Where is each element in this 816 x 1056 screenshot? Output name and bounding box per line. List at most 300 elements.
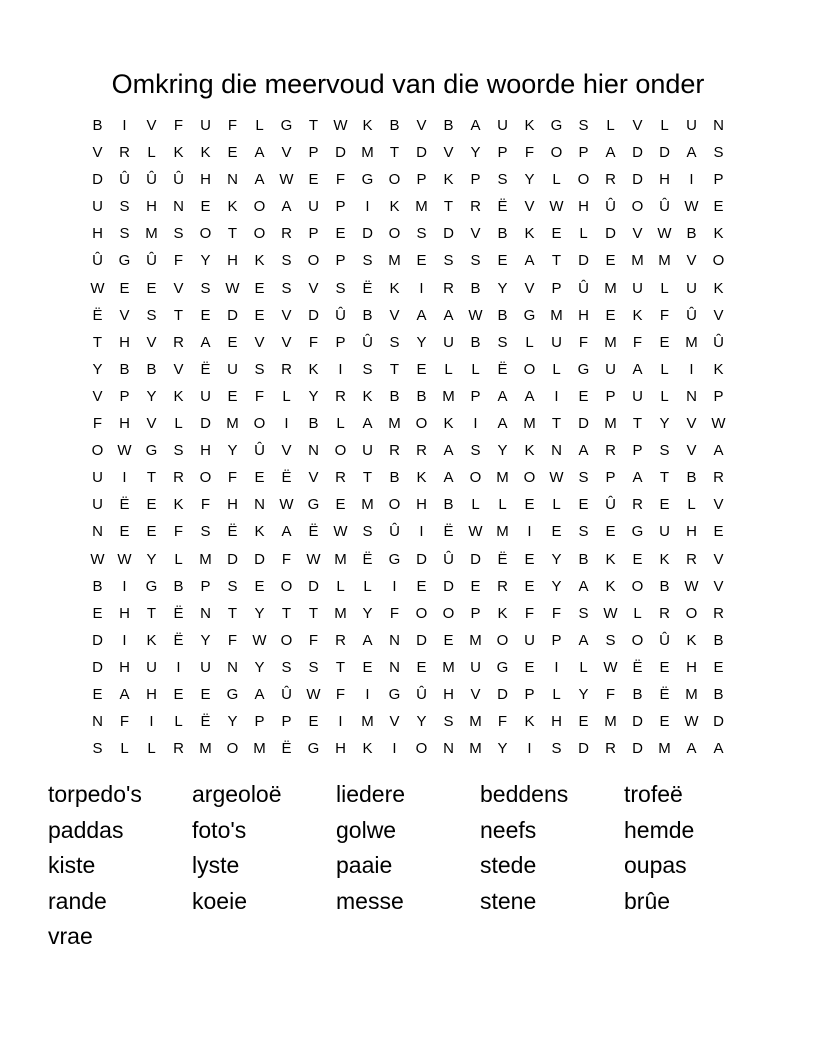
grid-letter[interactable]: L <box>660 117 669 134</box>
grid-letter[interactable]: E <box>92 604 103 622</box>
grid-letter[interactable]: M <box>226 415 239 433</box>
grid-letter[interactable]: Y <box>362 604 373 622</box>
grid-letter[interactable]: L <box>363 577 372 595</box>
grid-letter[interactable]: E <box>578 496 589 514</box>
grid-letter[interactable]: H <box>416 496 427 514</box>
grid-letter[interactable]: K <box>524 713 535 731</box>
grid-letter[interactable]: O <box>550 144 563 162</box>
grid-letter[interactable]: P <box>524 685 535 703</box>
grid-letter[interactable]: W <box>603 658 618 676</box>
grid-letter[interactable]: V <box>254 333 265 351</box>
grid-letter[interactable]: U <box>200 387 211 405</box>
grid-letter[interactable]: W <box>468 523 483 541</box>
grid-letter[interactable]: W <box>684 713 699 731</box>
grid-letter[interactable]: A <box>362 415 373 433</box>
grid-letter[interactable]: T <box>362 469 373 487</box>
grid-letter[interactable]: Û <box>605 496 616 514</box>
grid-letter[interactable]: W <box>333 117 348 134</box>
grid-letter[interactable]: E <box>443 631 454 649</box>
grid-letter[interactable]: S <box>92 740 103 758</box>
grid-letter[interactable]: E <box>146 279 157 297</box>
grid-letter[interactable]: A <box>254 685 265 703</box>
grid-letter[interactable]: Ë <box>362 279 373 297</box>
grid-letter[interactable]: E <box>713 198 724 216</box>
grid-letter[interactable]: V <box>119 306 130 324</box>
grid-letter[interactable]: K <box>416 469 427 487</box>
grid-letter[interactable]: V <box>632 117 643 134</box>
grid-letter[interactable]: Û <box>362 333 373 351</box>
grid-letter[interactable]: I <box>122 117 127 134</box>
grid-letter[interactable]: E <box>362 658 373 676</box>
grid-letter[interactable]: I <box>338 713 343 731</box>
grid-letter[interactable]: L <box>147 144 156 162</box>
grid-letter[interactable]: O <box>496 631 509 649</box>
grid-letter[interactable]: I <box>122 469 127 487</box>
grid-letter[interactable]: U <box>632 279 643 297</box>
grid-letter[interactable]: U <box>551 333 562 351</box>
grid-letter[interactable]: Ë <box>281 740 292 758</box>
grid-letter[interactable]: E <box>200 306 211 324</box>
grid-letter[interactable]: U <box>146 658 157 676</box>
grid-letter[interactable]: U <box>92 198 103 216</box>
grid-letter[interactable]: O <box>280 631 293 649</box>
grid-letter[interactable]: U <box>443 333 454 351</box>
grid-letter[interactable]: P <box>308 144 319 162</box>
grid-letter[interactable]: M <box>469 740 482 758</box>
grid-letter[interactable]: L <box>255 117 264 134</box>
grid-letter[interactable]: U <box>227 360 238 378</box>
grid-letter[interactable]: I <box>473 415 478 433</box>
grid-letter[interactable]: R <box>281 360 292 378</box>
grid-letter[interactable]: P <box>254 713 265 731</box>
grid-letter[interactable]: F <box>308 631 319 649</box>
grid-letter[interactable]: Ë <box>92 306 103 324</box>
grid-letter[interactable]: P <box>713 171 724 189</box>
grid-letter[interactable]: S <box>335 279 346 297</box>
grid-letter[interactable]: L <box>525 333 534 351</box>
grid-letter[interactable]: O <box>253 225 266 243</box>
grid-letter[interactable]: V <box>173 279 184 297</box>
grid-letter[interactable]: L <box>471 496 480 514</box>
grid-letter[interactable]: K <box>389 198 400 216</box>
grid-letter[interactable]: F <box>335 171 346 189</box>
grid-letter[interactable]: B <box>146 360 157 378</box>
grid-letter[interactable]: L <box>120 740 129 758</box>
grid-letter[interactable]: O <box>91 442 104 460</box>
grid-letter[interactable]: M <box>253 740 266 758</box>
grid-letter[interactable]: A <box>578 631 589 649</box>
grid-letter[interactable]: R <box>281 225 292 243</box>
grid-letter[interactable]: V <box>389 306 400 324</box>
grid-letter[interactable]: F <box>281 550 292 568</box>
grid-letter[interactable]: K <box>605 577 616 595</box>
grid-letter[interactable]: E <box>254 469 265 487</box>
grid-letter[interactable]: S <box>281 279 292 297</box>
grid-letter[interactable]: Ë <box>362 550 373 568</box>
grid-letter[interactable]: N <box>308 442 319 460</box>
grid-letter[interactable]: E <box>470 577 481 595</box>
grid-letter[interactable]: V <box>173 360 184 378</box>
grid-letter[interactable]: B <box>713 685 724 703</box>
grid-letter[interactable]: V <box>632 225 643 243</box>
grid-letter[interactable]: S <box>443 252 454 270</box>
grid-letter[interactable]: I <box>392 577 397 595</box>
grid-letter[interactable]: A <box>497 415 508 433</box>
grid-letter[interactable]: G <box>550 117 563 134</box>
grid-letter[interactable]: W <box>225 279 240 297</box>
grid-letter[interactable]: M <box>361 496 374 514</box>
grid-letter[interactable]: Y <box>92 360 103 378</box>
grid-letter[interactable]: F <box>119 713 130 731</box>
grid-letter[interactable]: M <box>334 604 347 622</box>
grid-letter[interactable]: D <box>416 144 427 162</box>
grid-letter[interactable]: M <box>199 740 212 758</box>
grid-letter[interactable]: Ë <box>443 523 454 541</box>
grid-letter[interactable]: Y <box>416 333 427 351</box>
grid-letter[interactable]: M <box>388 415 401 433</box>
grid-letter[interactable]: U <box>362 442 373 460</box>
grid-letter[interactable]: F <box>227 631 238 649</box>
grid-letter[interactable]: M <box>685 685 698 703</box>
grid-letter[interactable]: E <box>416 658 427 676</box>
grid-letter[interactable]: L <box>660 360 669 378</box>
grid-letter[interactable]: M <box>523 415 536 433</box>
grid-letter[interactable]: W <box>252 631 267 649</box>
grid-letter[interactable]: Ë <box>308 523 319 541</box>
grid-letter[interactable]: K <box>173 144 184 162</box>
grid-letter[interactable]: I <box>419 279 424 297</box>
grid-letter[interactable]: A <box>281 523 292 541</box>
grid-letter[interactable]: G <box>118 252 131 270</box>
grid-letter[interactable]: H <box>119 333 130 351</box>
grid-letter[interactable]: N <box>227 658 238 676</box>
grid-letter[interactable]: S <box>551 740 562 758</box>
grid-letter[interactable]: G <box>361 171 374 189</box>
grid-letter[interactable]: E <box>416 252 427 270</box>
grid-letter[interactable]: T <box>551 252 562 270</box>
grid-letter[interactable]: Û <box>146 171 157 189</box>
grid-letter[interactable]: L <box>660 279 669 297</box>
grid-letter[interactable]: E <box>173 685 184 703</box>
grid-letter[interactable]: O <box>469 469 482 487</box>
grid-letter[interactable]: Û <box>335 306 346 324</box>
grid-letter[interactable]: N <box>227 171 238 189</box>
grid-letter[interactable]: S <box>227 577 238 595</box>
grid-letter[interactable]: S <box>362 523 373 541</box>
grid-letter[interactable]: A <box>578 577 589 595</box>
grid-letter[interactable]: E <box>713 523 724 541</box>
grid-letter[interactable]: L <box>579 225 588 243</box>
grid-letter[interactable]: U <box>686 117 697 134</box>
grid-letter[interactable]: V <box>443 144 454 162</box>
grid-letter[interactable]: B <box>389 387 400 405</box>
grid-letter[interactable]: E <box>659 658 670 676</box>
grid-letter[interactable]: R <box>713 469 724 487</box>
grid-letter[interactable]: V <box>686 252 697 270</box>
grid-letter[interactable]: E <box>524 658 535 676</box>
grid-letter[interactable]: E <box>578 713 589 731</box>
grid-letter[interactable]: T <box>146 604 157 622</box>
grid-letter[interactable]: E <box>200 198 211 216</box>
grid-letter[interactable]: B <box>173 577 184 595</box>
grid-letter[interactable]: O <box>226 740 239 758</box>
grid-letter[interactable]: D <box>92 631 103 649</box>
grid-letter[interactable]: R <box>173 333 184 351</box>
grid-letter[interactable]: W <box>90 279 105 297</box>
grid-letter[interactable]: B <box>362 306 373 324</box>
grid-letter[interactable]: E <box>605 306 616 324</box>
grid-letter[interactable]: S <box>200 279 211 297</box>
grid-letter[interactable]: D <box>497 685 508 703</box>
grid-letter[interactable]: R <box>686 550 697 568</box>
grid-letter[interactable]: S <box>578 469 589 487</box>
grid-letter[interactable]: E <box>119 523 130 541</box>
grid-letter[interactable]: D <box>632 171 643 189</box>
grid-letter[interactable]: H <box>200 171 211 189</box>
grid-letter[interactable]: W <box>117 550 132 568</box>
grid-letter[interactable]: W <box>306 685 321 703</box>
grid-letter[interactable]: R <box>605 740 616 758</box>
grid-letter[interactable]: Y <box>497 740 508 758</box>
grid-letter[interactable]: S <box>119 225 130 243</box>
grid-letter[interactable]: P <box>416 171 427 189</box>
grid-letter[interactable]: Ë <box>119 496 130 514</box>
grid-letter[interactable]: O <box>415 415 428 433</box>
grid-letter[interactable]: R <box>389 442 400 460</box>
grid-letter[interactable]: F <box>659 306 670 324</box>
grid-letter[interactable]: U <box>632 387 643 405</box>
grid-letter[interactable]: K <box>200 144 211 162</box>
grid-letter[interactable]: Ë <box>632 658 643 676</box>
grid-letter[interactable]: G <box>226 685 239 703</box>
grid-letter[interactable]: O <box>415 604 428 622</box>
grid-letter[interactable]: I <box>689 171 694 189</box>
grid-letter[interactable]: L <box>174 713 183 731</box>
grid-letter[interactable]: P <box>470 171 481 189</box>
grid-letter[interactable]: D <box>578 740 589 758</box>
grid-letter[interactable]: A <box>200 333 211 351</box>
grid-letter[interactable]: R <box>335 469 346 487</box>
grid-letter[interactable]: W <box>90 550 105 568</box>
grid-letter[interactable]: E <box>659 496 670 514</box>
grid-letter[interactable]: E <box>416 577 427 595</box>
grid-letter[interactable]: T <box>443 198 454 216</box>
grid-letter[interactable]: R <box>335 631 346 649</box>
grid-letter[interactable]: A <box>632 469 643 487</box>
grid-letter[interactable]: B <box>308 415 319 433</box>
grid-letter[interactable]: A <box>443 442 454 460</box>
grid-letter[interactable]: W <box>279 171 294 189</box>
grid-letter[interactable]: M <box>469 713 482 731</box>
grid-letter[interactable]: D <box>416 550 427 568</box>
grid-letter[interactable]: P <box>470 387 481 405</box>
grid-letter[interactable]: U <box>92 496 103 514</box>
grid-letter[interactable]: E <box>308 171 319 189</box>
grid-letter[interactable]: I <box>284 415 289 433</box>
grid-letter[interactable]: H <box>119 415 130 433</box>
grid-letter[interactable]: A <box>254 144 265 162</box>
grid-letter[interactable]: V <box>686 442 697 460</box>
grid-letter[interactable]: V <box>308 469 319 487</box>
grid-letter[interactable]: Y <box>470 144 481 162</box>
grid-letter[interactable]: B <box>92 117 103 134</box>
grid-letter[interactable]: K <box>362 117 373 134</box>
grid-letter[interactable]: B <box>659 577 670 595</box>
grid-letter[interactable]: V <box>146 415 157 433</box>
grid-letter[interactable]: B <box>497 225 508 243</box>
grid-letter[interactable]: D <box>92 171 103 189</box>
grid-letter[interactable]: B <box>443 117 454 134</box>
grid-letter[interactable]: D <box>362 225 373 243</box>
grid-letter[interactable]: B <box>686 469 697 487</box>
grid-letter[interactable]: F <box>497 713 508 731</box>
grid-letter[interactable]: E <box>524 577 535 595</box>
grid-letter[interactable]: T <box>173 306 184 324</box>
grid-letter[interactable]: I <box>527 740 532 758</box>
grid-letter[interactable]: V <box>308 279 319 297</box>
grid-letter[interactable]: Û <box>281 685 292 703</box>
grid-letter[interactable]: M <box>199 550 212 568</box>
grid-letter[interactable]: V <box>92 144 103 162</box>
grid-letter[interactable]: R <box>119 144 130 162</box>
grid-letter[interactable]: E <box>335 225 346 243</box>
grid-letter[interactable]: Û <box>686 306 697 324</box>
grid-letter[interactable]: Û <box>443 550 454 568</box>
grid-letter[interactable]: O <box>577 171 590 189</box>
grid-letter[interactable]: T <box>227 225 238 243</box>
grid-letter[interactable]: T <box>281 604 292 622</box>
grid-letter[interactable]: P <box>119 387 130 405</box>
grid-letter[interactable]: W <box>117 442 132 460</box>
grid-letter[interactable]: I <box>392 740 397 758</box>
grid-letter[interactable]: P <box>335 198 346 216</box>
grid-letter[interactable]: O <box>631 631 644 649</box>
grid-letter[interactable]: A <box>362 631 373 649</box>
grid-letter[interactable]: B <box>416 387 427 405</box>
grid-letter[interactable]: A <box>119 685 130 703</box>
grid-letter[interactable]: N <box>551 442 562 460</box>
grid-letter[interactable]: Û <box>659 631 670 649</box>
grid-letter[interactable]: Û <box>605 198 616 216</box>
grid-letter[interactable]: Y <box>497 442 508 460</box>
grid-letter[interactable]: G <box>307 496 320 514</box>
grid-letter[interactable]: G <box>307 740 320 758</box>
grid-letter[interactable]: H <box>227 496 238 514</box>
grid-letter[interactable]: B <box>470 279 481 297</box>
grid-letter[interactable]: F <box>200 496 211 514</box>
grid-letter[interactable]: D <box>632 144 643 162</box>
grid-letter[interactable]: S <box>470 252 481 270</box>
grid-letter[interactable]: M <box>604 415 617 433</box>
grid-letter[interactable]: H <box>659 171 670 189</box>
grid-letter[interactable]: G <box>523 306 536 324</box>
grid-letter[interactable]: V <box>470 685 481 703</box>
grid-letter[interactable]: L <box>147 740 156 758</box>
grid-letter[interactable]: P <box>308 225 319 243</box>
grid-letter[interactable]: K <box>713 225 724 243</box>
grid-letter[interactable]: V <box>686 415 697 433</box>
grid-letter[interactable]: A <box>497 387 508 405</box>
grid-letter[interactable]: Y <box>497 279 508 297</box>
grid-letter[interactable]: K <box>173 496 184 514</box>
grid-letter[interactable]: B <box>470 333 481 351</box>
grid-letter[interactable]: D <box>200 415 211 433</box>
grid-letter[interactable]: V <box>470 225 481 243</box>
grid-letter[interactable]: Ë <box>173 604 184 622</box>
grid-letter[interactable]: A <box>524 387 535 405</box>
grid-letter[interactable]: B <box>389 469 400 487</box>
grid-letter[interactable]: H <box>119 604 130 622</box>
grid-letter[interactable]: D <box>578 252 589 270</box>
grid-letter[interactable]: E <box>119 279 130 297</box>
grid-letter[interactable]: H <box>146 198 157 216</box>
grid-letter[interactable]: S <box>497 333 508 351</box>
grid-letter[interactable]: N <box>200 604 211 622</box>
grid-letter[interactable]: T <box>551 415 562 433</box>
grid-letter[interactable]: M <box>658 740 671 758</box>
grid-letter[interactable]: Ë <box>281 469 292 487</box>
grid-letter[interactable]: E <box>308 713 319 731</box>
grid-letter[interactable]: S <box>389 333 400 351</box>
grid-letter[interactable]: A <box>443 469 454 487</box>
grid-letter[interactable]: G <box>388 550 401 568</box>
grid-letter[interactable]: F <box>551 604 562 622</box>
grid-letter[interactable]: A <box>713 740 724 758</box>
grid-letter[interactable]: V <box>389 713 400 731</box>
grid-letter[interactable]: K <box>389 279 400 297</box>
grid-letter[interactable]: W <box>549 469 564 487</box>
grid-letter[interactable]: Y <box>227 442 238 460</box>
grid-letter[interactable]: Ë <box>497 550 508 568</box>
grid-letter[interactable]: F <box>173 523 184 541</box>
grid-letter[interactable]: M <box>442 658 455 676</box>
grid-letter[interactable]: A <box>686 144 697 162</box>
grid-letter[interactable]: O <box>388 225 401 243</box>
grid-letter[interactable]: T <box>227 604 238 622</box>
grid-letter[interactable]: S <box>173 225 184 243</box>
grid-letter[interactable]: O <box>712 252 725 270</box>
grid-letter[interactable]: T <box>92 333 103 351</box>
grid-letter[interactable]: U <box>470 658 481 676</box>
grid-letter[interactable]: V <box>713 306 724 324</box>
grid-letter[interactable]: L <box>498 496 507 514</box>
grid-letter[interactable]: A <box>578 442 589 460</box>
grid-letter[interactable]: L <box>282 387 291 405</box>
grid-letter[interactable]: Û <box>92 252 103 270</box>
grid-letter[interactable]: L <box>471 360 480 378</box>
grid-letter[interactable]: E <box>605 523 616 541</box>
grid-letter[interactable]: R <box>497 577 508 595</box>
grid-letter[interactable]: T <box>308 604 319 622</box>
grid-letter[interactable]: K <box>308 360 319 378</box>
grid-letter[interactable]: W <box>279 496 294 514</box>
grid-letter[interactable]: S <box>308 658 319 676</box>
grid-letter[interactable]: I <box>176 658 181 676</box>
grid-letter[interactable]: P <box>281 713 292 731</box>
grid-letter[interactable]: E <box>551 225 562 243</box>
grid-letter[interactable]: D <box>713 713 724 731</box>
grid-letter[interactable]: S <box>362 360 373 378</box>
grid-letter[interactable]: O <box>631 198 644 216</box>
grid-letter[interactable]: H <box>146 685 157 703</box>
grid-letter[interactable]: F <box>605 685 616 703</box>
grid-letter[interactable]: K <box>254 523 265 541</box>
grid-letter[interactable]: A <box>686 740 697 758</box>
grid-letter[interactable]: O <box>388 171 401 189</box>
grid-letter[interactable]: O <box>523 469 536 487</box>
grid-letter[interactable]: Y <box>416 713 427 731</box>
grid-letter[interactable]: S <box>173 442 184 460</box>
